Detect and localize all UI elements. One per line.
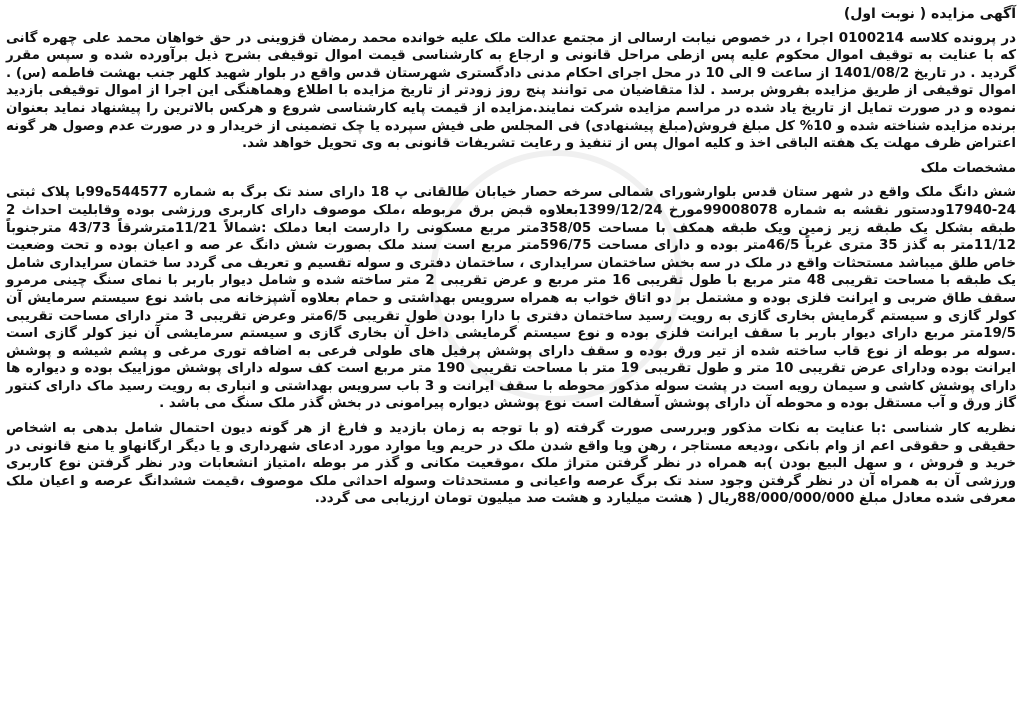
auction-notice-document (6, 6, 1016, 714)
property-description-paragraph: شش دانگ ملک واقع در شهر ستان قدس بلوارشورای شمالی سرخه حصار خیابان طالقانی پ 18 دارای سند تک برگ به شماره 544577ه99با پلاک ثبتی 24-17940ودستور نقشه به شماره 99008078مورخ 1399/12/24بعلاوه قبض برق مربوطه ،ملک موصوف دارای کاربری ورزشی بوده وقابلیت احداث 2 طبقه بشکل یک طبقه زیر زمین ویک طبقه همکف با مساحت 358/05متر مربع مسکونی را دارست ابعا دملک :شمالاً 11/21مترشرقاً 43/73 مترجنوباً 11/12متر به گذز 35 متری غرباً 46/5متر بوده و دارای مساحت 596/75متر مربع است سند ملک بصورت شش دانگ عر صه و اعیان بوده و تحت وضعیت خاص طلق میباشد مستحثات واقع در ملک در سه بخش ساختمان سرایداری ، ساختمان دفتری و سوله تقسیم و تعریف می گردد سا ختمان سرایداری شامل یک طبقه با مساحت تقریبی 48 متر مربع با طول تقریبی 16 متر مربع و عرض تقریبی 2 متر ساخته شده و شامل دیوار باربر با نمای سنگ چینی مرمرو سقف طاق ضربی و ایرانت فلزی بوده و مشتمل بر دو اتاق خواب به همراه سرویس بهداشتی و حمام بعلاوه آشپزخانه می باشد نوع سیستم سرمایش آن کولر گازی و سیستم گرمایش بخاری گازی به رویت رسید ساختمان دفتری با دارا بودن طول تقریبی 6/5متر وعرض تقریبی 3 متر دارای مساحت تقریبی 19/5متر مربع دارای دیوار باربر با سقف ایرانت فلزی بوده و نوع سیستم گرمایشی داخل آن بخاری گازی و سیستم سرمایشی آن نیز کولر گازی است .سوله مر بوطه از نوع قاب ساخته شده از تیر ورق بوده و سقف دارای پوشش پرفیل های طولی فرعی به اضافه توری مرغی و پشم شیشه و پوشش ایرانت بوده ودارای عرض تقریبی 10 متر و طول تقریبی 19 متر با مساحت تقریبی 190 متر مربع است کف سوله دارای پوشش موزاییک بوده و دیواره ها دارای پوشش کاشی و سیمان رویه است در پشت سوله مذکور محوطه با سقف ایرانت و 3 باب سرویس بهداشتی و انباری به رویت رسید ماک دارای کنتور گاز ورق و آب مستقل بوده و محوطه آن دارای پوشش آسفالت است نوع پوشش دیواره پیرامونی در بخش گذر ملک سنگ می باشد . (6, 185, 1017, 412)
property-specs-heading: مشخصات ملک (920, 160, 1016, 176)
notice-intro-paragraph: در پرونده کلاسه 0100214 اجرا ، در خصوص نیابت ارسالی از مجتمع عدالت ملک علیه خوانده محمد رمضان قزوینی در حق خواهان محمد علی چهره گانی که با عنایت به توقیف اموال محکوم علیه پس ازطی مراحل قانونی و ارجاع به کارشناسی قیمت اموال توقیفی بشرح ذیل برآورده شده و سپس مقرر گردید . در تاریخ 1401/08/2 از ساعت 9 الی 10 در محل اجرای احکام مدنی دادگستری شهرستان قدس واقع در بلوار شهید کلهر جنب بهشت فاطمه (س) . اموال توقیفی از طریق مزایده بفروش برسد . لذا متقاضیان می توانند پنج روز زودتر از تاریخ مزایده با اطلاع وهماهنگی این اجرا از اموال توقیفی بازدید نموده و در صورت تمایل از تاریخ یاد شده در مراسم مزایده شرکت نمایند.مزایده از قیمت پایه کارشناسی شروع و هرکس بالاترین را پیشنهاد نماید بعنوان برنده مزایده شناخته شده و 10% کل مبلغ فروش(مبلغ پیشنهادی) فی المجلس طی فیش سپرده یا چک تضمینی از خریدار و در صورت عدم وصول هر گونه اعتراض ظرف مهلت یک هفته الباقی اخذ و کلیه اموال پس از تنفیذ و رعایت تشریفات قانونی به وی تحویل خواهد شد. (6, 30, 1016, 152)
expert-opinion-paragraph: نظریه کار شناسی :با عنایت به نکات مذکور وبررسی صورت گرفته (و با توجه به زمان بازدید و فارغ از هر گونه دیون احتمال شامل بدهی به اشخاص حقیقی و حقوقی اعم از وام بانکی ،ودیعه مستاجر ، رهن ویا واقع شدن ملک در حریم ویا موارد مورد ادعای شهرداری و یا دیگر ارگانهاو یا منع قانونی در خرید و فروش ، و سهل البیع بودن )به همراه در نظر گرفتن متراژ ملک ،موقعیت مکانی و گذر مر بوطه ،امتیاز انشعابات ودر نظر گرفتن نوع کاربری ورزشی آن به همراه آن در نظر گرفتن وجود سند تک برگ عرصه واعیانی و مستحدثات وسوله احداثی ملک موصوف ،قیمت ششدانگ عرصه و اعیان ملک معرفی شده معادل مبلغ 88/000/000/000ریال ( هشت میلیارد و هشت صد میلیون تومان ارزیابی می گردد. (6, 421, 1016, 507)
notice-title: آگهی مزایده ( نوبت اول) (843, 6, 1016, 22)
